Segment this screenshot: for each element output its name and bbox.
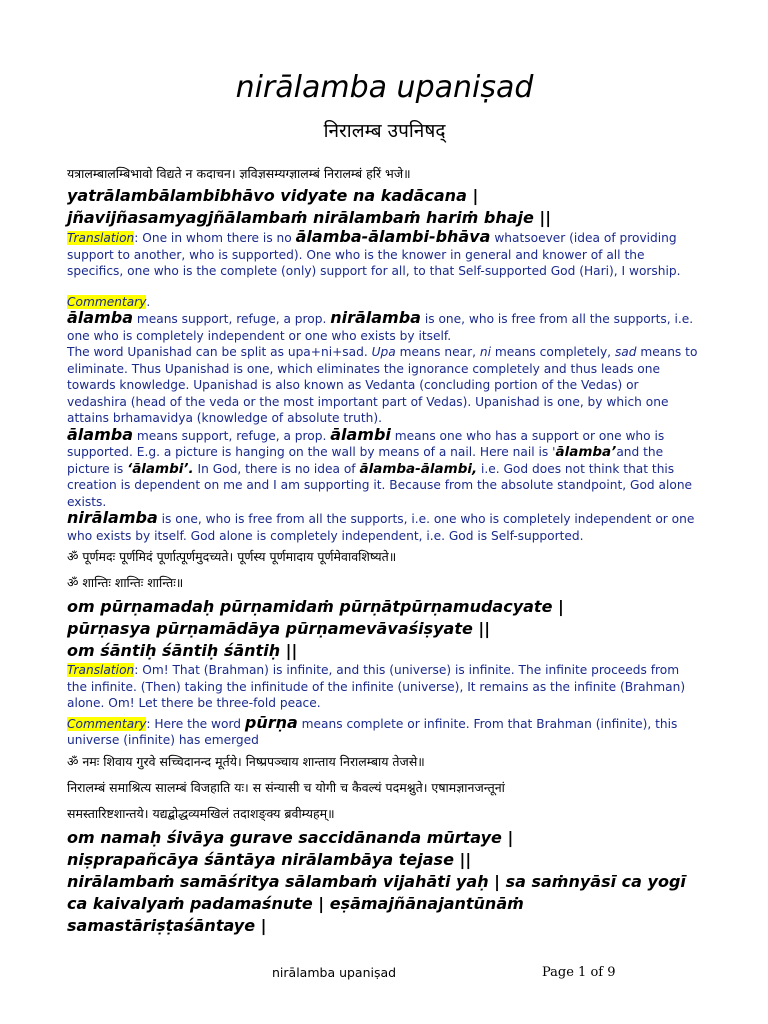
verse2-iast-line1: om pūrṇamadaḥ pūrṇamidaṁ pūrṇātpūrṇamudacyate | xyxy=(67,597,564,616)
verse1-translation: Translation: One in whom there is no ālamba-ālambi-bhāva whatsoever (idea of providing support to another, who is supported). One who is the knower in general and knower of all the specifics, one who is the complete (only) support for all, to that Self-supported God (Hari), I worship. xyxy=(67,227,681,278)
verse2-devanagari-line2: ॐ शान्तिः शान्तिः शान्तिः॥ xyxy=(67,575,184,590)
commentary-heading: Commentary. xyxy=(67,294,151,309)
verse3-devanagari-line3: समस्तारिष्टशान्तये। यद्यद्बोद्धव्यमखिलं तदाशङ्क्य ब्रवीम्यहम्॥ xyxy=(67,805,335,821)
verse1-devanagari: यत्रालम्बालम्बिभावो विद्यते न कदाचन। ज्ञविज्ञसम्यग्ज्ञालम्बं निरालम्बं हरिं भजे॥ xyxy=(67,166,411,181)
footer-title: nirālamba upaniṣad xyxy=(272,965,397,980)
page-title: nirālamba upaniṣad xyxy=(235,70,534,105)
commentary-paragraph: ālamba means support, refuge, a prop. nirālamba is one, who is free from all the supports, i.e. one who is completely independent or one who exists by itself. xyxy=(67,308,694,343)
footer-page-number: Page 1 of 9 xyxy=(542,965,616,980)
verse2-iast-line2: pūrṇasya pūrṇamādāya pūrṇamevāvaśiṣyate || xyxy=(67,619,491,638)
verse3-iast-line2: niṣprapañcāya śāntāya nirālambāya tejase || xyxy=(67,849,472,869)
verse3-iast-line1: om namaḥ śivāya gurave saccidānanda mūrtaye | xyxy=(67,827,514,847)
translation-label: Translation xyxy=(67,231,135,245)
verse1-iast-line2: jñavijñasamyagjñālambaṁ nirālambaṁ hariṁ bhaje || xyxy=(67,208,552,227)
commentary-label: Commentary xyxy=(67,294,147,309)
document-body xyxy=(67,163,702,937)
verse3-iast-line3: nirālambaṁ samāśritya sālambaṁ vijahāti yaḥ | sa saṁnyāsī ca yogī xyxy=(67,871,686,891)
commentary-label: Commentary xyxy=(67,716,147,731)
verse3-iast-line4: ca kaivalyaṁ padamaśnute | eṣāmajñānajantūnāṁ xyxy=(67,893,524,913)
verse2-translation: Translation: Om! That (Brahman) is infinite, and this (universe) is infinite. The infinite proceeds from the infinite. (Then) taking the infinitude of the infinite (universe), It remains as the infinite (Brahman) alone. Om! Let there be three-fold peace. xyxy=(67,663,686,710)
page-subtitle-devanagari: निरालम्ब उपनिषद् xyxy=(323,120,446,142)
translation-label: Translation xyxy=(67,663,135,677)
verse2-devanagari-line1: ॐ पूर्णमदः पूर्णमिदं पूर्णात्पूर्णमुदच्यते। पूर्णस्य पूर्णमादाय पूर्णमेवावशिष्यते॥ xyxy=(67,549,397,564)
commentary-paragraph: The word Upanishad can be split as upa+ni+sad. Upa means near, ni means completely, sad means to eliminate. Thus Upanishad is one, which eliminates the ignorance completely and thus leads one towards knowledge. Upanishad is also known as Vedanta (concluding portion of the Vedas) or vedashira (head of the veda or the most important part of Vedas). Upanishad is one, by which one attains brhamavidya (knowledge of absolute truth). xyxy=(67,345,698,425)
verse3-devanagari-line2: निरालम्बं समाश्रित्य सालम्बं विजहाति यः। स संन्यासी च योगी च कैवल्यं पदमश्नुते। एषामज्ञानजन्तूनां xyxy=(67,779,505,795)
commentary-paragraph: nirālamba is one, who is free from all the supports, i.e. one who is completely independent or one who exists by itself. God alone is completely independent, i.e. God is Self-supported. xyxy=(67,508,695,543)
verse3-devanagari-line1: ॐ नमः शिवाय गुरवे सच्चिदानन्द मूर्तये। निष्प्रपञ्चाय शान्ताय निरालम्बाय तेजसे॥ xyxy=(67,753,425,769)
verse2-commentary: Commentary: Here the word pūrṇa means complete or infinite. From that Brahman (infinite), this universe (infinite) has emerged xyxy=(67,712,678,747)
verse2-iast-line3: om śāntiḥ śāntiḥ śāntiḥ || xyxy=(67,641,298,660)
commentary-paragraph: ālamba means support, refuge, a prop. ālambi means one who has a support or one who is supported. E.g. a picture is hanging on the wall by means of a nail. Here nail is 'ālamba’and the picture is ‘ālambi’. In God, there is no idea of ālamba-ālambi, i.e. God does not think that this creation is dependent on me and I am supporting it. Because from the absolute standpoint, God alone exists. xyxy=(67,424,693,509)
verse3-iast-line5: samastāriṣṭaśāntaye | xyxy=(67,915,267,935)
term: ālamba-ālambi-bhāva xyxy=(295,227,491,246)
verse1-iast-line1: yatrālambālambibhāvo vidyate na kadācana | xyxy=(67,186,479,205)
spacer xyxy=(67,280,702,294)
